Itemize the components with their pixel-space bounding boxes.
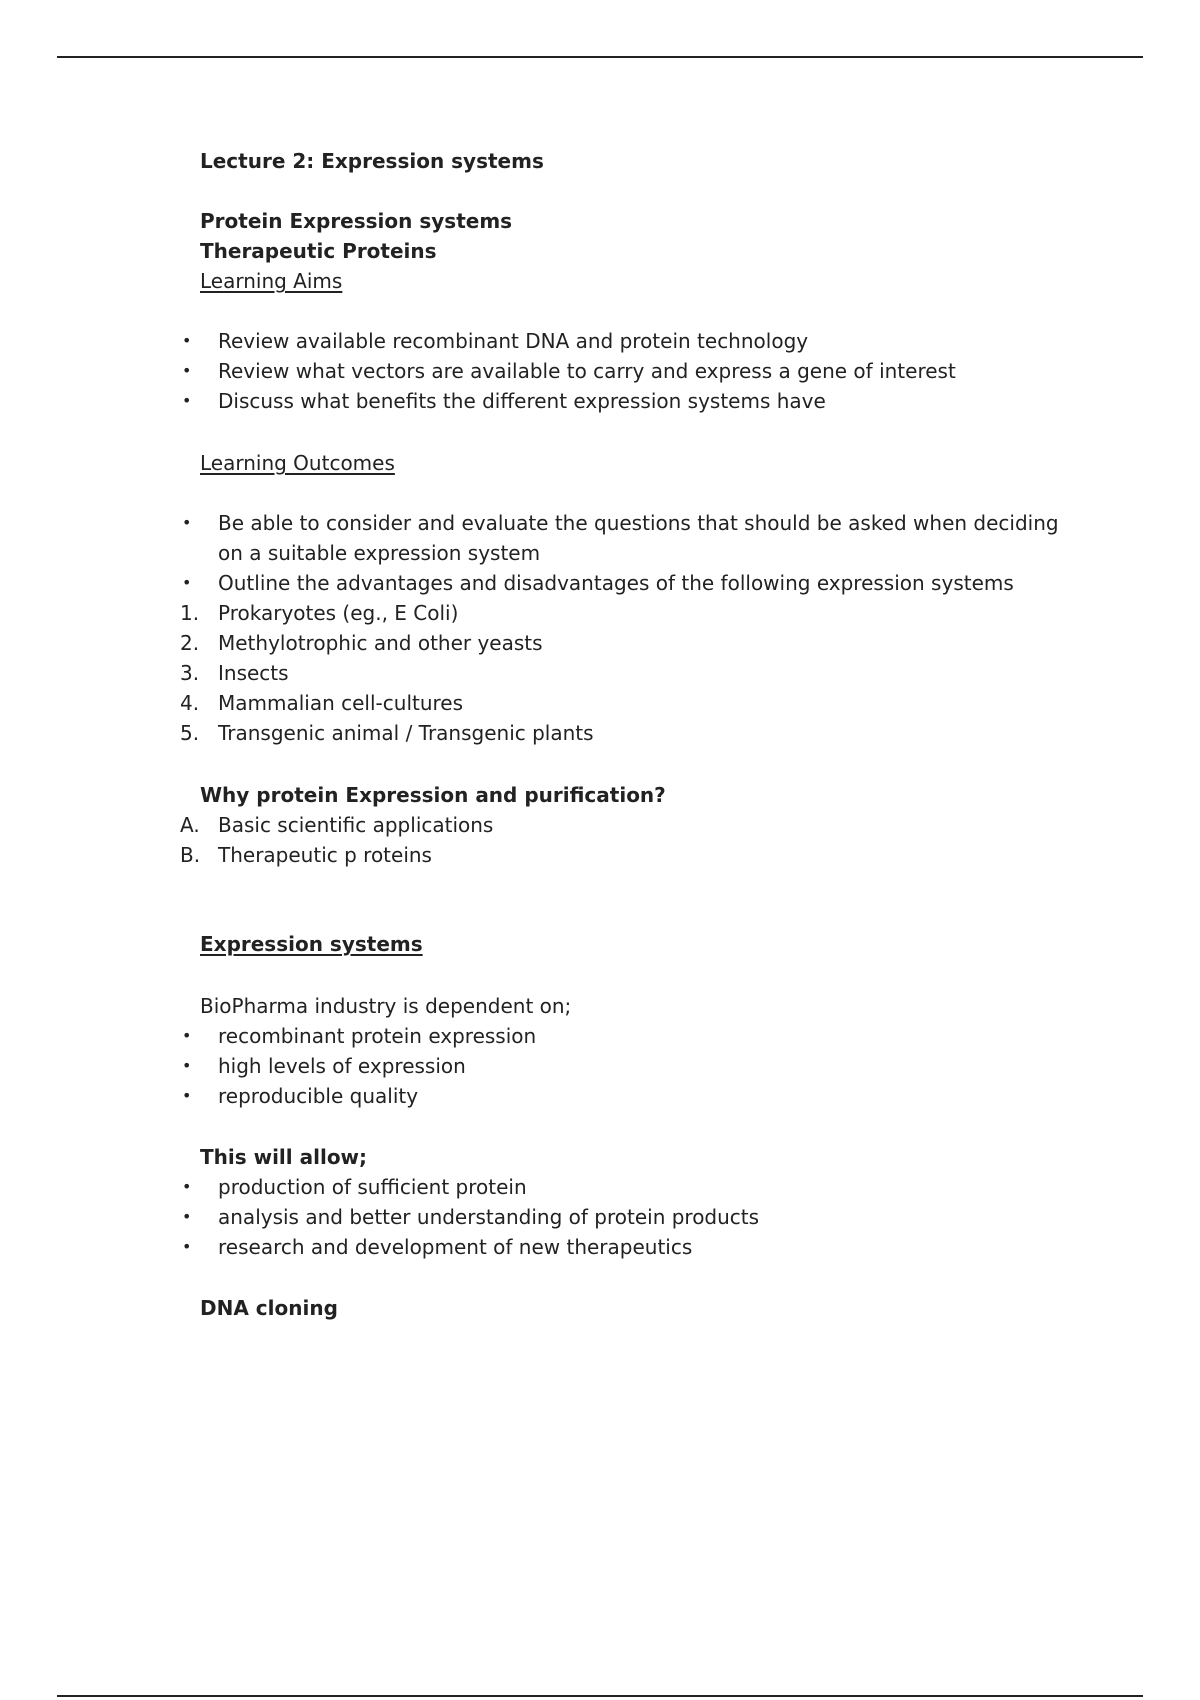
allow-item-text: analysis and better understanding of protein products bbox=[218, 1205, 760, 1229]
bullet-marker: • bbox=[182, 1207, 192, 1226]
biopharma-item-text: reproducible quality bbox=[218, 1084, 419, 1108]
learning-outcomes-label: Learning Outcomes bbox=[200, 451, 395, 475]
bullet-marker: • bbox=[182, 1086, 192, 1105]
why-item-text: Therapeutic p roteins bbox=[218, 843, 432, 867]
list-number: 1. bbox=[180, 601, 200, 625]
dna-cloning-heading: DNA cloning bbox=[200, 1296, 338, 1320]
bullet-marker: • bbox=[182, 573, 192, 592]
expression-system-text: Insects bbox=[218, 661, 289, 685]
bottom-rule bbox=[57, 1695, 1143, 1697]
learning-aims-label: Learning Aims bbox=[200, 269, 343, 293]
biopharma-item-text: recombinant protein expression bbox=[218, 1024, 537, 1048]
learning-outcome-text: Outline the advantages and disadvantages of the following expression systems bbox=[218, 571, 1014, 595]
top-rule bbox=[57, 56, 1143, 58]
lecture-title: Lecture 2: Expression systems bbox=[200, 149, 544, 173]
learning-aim-text: Review what vectors are available to carry and express a gene of interest bbox=[218, 359, 956, 383]
bullet-marker: • bbox=[182, 1177, 192, 1196]
expression-system-text: Transgenic animal / Transgenic plants bbox=[218, 721, 594, 745]
bullet-marker: • bbox=[182, 361, 192, 380]
learning-aim-text: Review available recombinant DNA and protein technology bbox=[218, 329, 809, 353]
list-number: 4. bbox=[180, 691, 200, 715]
learning-outcome-text: Be able to consider and evaluate the questions that should be asked when deciding on a suitable expression system bbox=[218, 511, 1059, 565]
list-letter: A. bbox=[180, 813, 200, 837]
learning-aim-text: Discuss what benefits the different expression systems have bbox=[218, 389, 826, 413]
allow-item-text: production of sufficient protein bbox=[218, 1175, 527, 1199]
biopharma-item-text: high levels of expression bbox=[218, 1054, 466, 1078]
list-letter: B. bbox=[180, 843, 201, 867]
expression-systems-heading: Expression systems bbox=[200, 932, 423, 956]
allow-item-text: research and development of new therapeutics bbox=[218, 1235, 693, 1259]
heading-protein-expression: Protein Expression systems bbox=[200, 209, 513, 233]
list-number: 5. bbox=[180, 721, 200, 745]
expression-system-text: Prokaryotes (eg., E Coli) bbox=[218, 601, 459, 625]
list-number: 2. bbox=[180, 631, 200, 655]
allow-heading: This will allow; bbox=[200, 1145, 368, 1169]
why-heading: Why protein Expression and purification? bbox=[200, 783, 666, 807]
expression-system-text: Mammalian cell-cultures bbox=[218, 691, 464, 715]
biopharma-intro: BioPharma industry is dependent on; bbox=[200, 994, 572, 1018]
bullet-marker: • bbox=[182, 513, 192, 532]
bullet-marker: • bbox=[182, 331, 192, 350]
bullet-marker: • bbox=[182, 1056, 192, 1075]
bullet-marker: • bbox=[182, 1026, 192, 1045]
bullet-marker: • bbox=[182, 1237, 192, 1256]
why-item-text: Basic scientific applications bbox=[218, 813, 494, 837]
expression-system-text: Methylotrophic and other yeasts bbox=[218, 631, 543, 655]
bullet-marker: • bbox=[182, 391, 192, 410]
heading-therapeutic-proteins: Therapeutic Proteins bbox=[200, 239, 437, 263]
list-number: 3. bbox=[180, 661, 200, 685]
